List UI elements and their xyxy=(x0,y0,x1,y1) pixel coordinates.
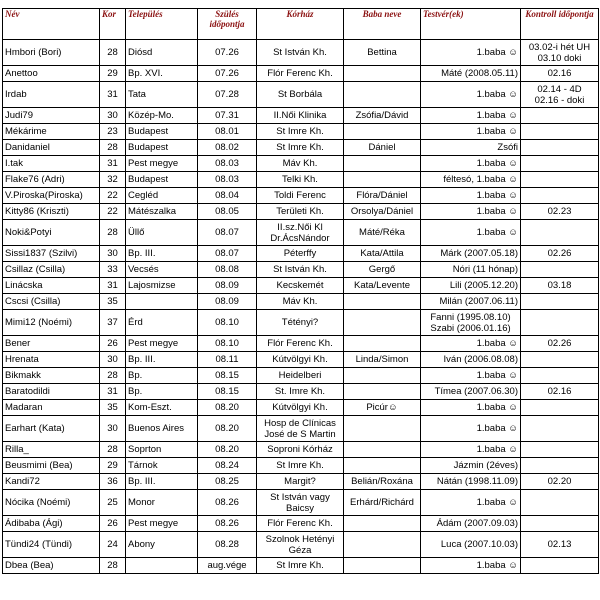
cell-kor: 28 xyxy=(100,140,126,156)
cell-line: 02.16 xyxy=(547,68,572,79)
cell-line: 03.10 doki xyxy=(537,52,582,64)
cell-szules: 08.08 xyxy=(198,262,257,278)
cell-nev: Flake76 (Adri) xyxy=(3,172,100,188)
cell-testver: 1.baba ☺ xyxy=(421,108,521,124)
table-row xyxy=(3,532,599,558)
cell-kor: 28 xyxy=(100,220,126,246)
cell-korhaz: Heidelberi xyxy=(257,368,344,384)
cell-kor: 35 xyxy=(100,400,126,416)
cell-baba xyxy=(344,336,421,352)
cell-testver: 1.baba ☺ xyxy=(421,490,521,516)
cell-korhaz: St István Kh. xyxy=(257,40,344,66)
cell-telepules: Diósd xyxy=(126,40,198,66)
cell-nev: Bener xyxy=(3,336,100,352)
cell-korhaz: Flór Ferenc Kh. xyxy=(257,516,344,532)
cell-baba: Máté/Réka xyxy=(344,220,421,246)
cell-kor: 28 xyxy=(100,558,126,574)
cell-korhaz: Margit? xyxy=(257,474,344,490)
cell-testver: Tímea (2007.06.30) xyxy=(421,384,521,400)
cell-telepules: Budapest xyxy=(126,172,198,188)
table-row xyxy=(3,442,599,458)
cell-telepules: Pest megye xyxy=(126,516,198,532)
cell-telepules: Vecsés xyxy=(126,262,198,278)
table-row xyxy=(3,516,599,532)
cell-telepules: Tata xyxy=(126,82,198,108)
cell-testver: 1.baba ☺ xyxy=(421,442,521,458)
cell-testver: Lili (2005.12.20) xyxy=(421,278,521,294)
cell-line: St István vagy xyxy=(270,491,330,503)
table-row xyxy=(3,310,599,336)
table-row xyxy=(3,384,599,400)
cell-szules: 08.10 xyxy=(198,310,257,336)
cell-baba: Kata/Attila xyxy=(344,246,421,262)
cell-kontroll xyxy=(521,294,599,310)
cell-testver: Iván (2006.08.08) xyxy=(421,352,521,368)
cell-telepules: Cegléd xyxy=(126,188,198,204)
cell-kor: 23 xyxy=(100,124,126,140)
table-row xyxy=(3,336,599,352)
cell-korhaz: Máv Kh. xyxy=(257,156,344,172)
cell-kor: 28 xyxy=(100,40,126,66)
cell-line: 02.16 - doki xyxy=(534,94,585,106)
cell-korhaz: II.Női Klinika xyxy=(257,108,344,124)
cell-nev: Tündi24 (Tündi) xyxy=(3,532,100,558)
cell-line: 03.18 xyxy=(547,280,572,291)
cell-telepules: Monor xyxy=(126,490,198,516)
cell-telepules: Bp. III. xyxy=(126,474,198,490)
cell-kontroll xyxy=(521,416,599,442)
cell-testver: Jázmin (2éves) xyxy=(421,458,521,474)
header-nev: Név xyxy=(3,9,100,40)
cell-kontroll xyxy=(521,172,599,188)
cell-testver: 1.baba ☺ xyxy=(421,558,521,574)
cell-testver: 1.baba ☺ xyxy=(421,416,521,442)
cell-szules: 08.09 xyxy=(198,294,257,310)
table-row xyxy=(3,400,599,416)
cell-szules: 08.03 xyxy=(198,156,257,172)
header-kontroll: Kontroll időpontja xyxy=(521,9,599,40)
cell-baba: Belián/Roxána xyxy=(344,474,421,490)
cell-kontroll xyxy=(521,124,599,140)
cell-telepules: Abony xyxy=(126,532,198,558)
cell-baba: Gergő xyxy=(344,262,421,278)
cell-line: 02.20 xyxy=(547,476,572,487)
table-row xyxy=(3,368,599,384)
cell-nev: Earhart (Kata) xyxy=(3,416,100,442)
cell-line: Dr.ÁcsNándor xyxy=(270,232,330,244)
cell-testver: Máté (2008.05.11) xyxy=(421,66,521,82)
header-testver: Testvér(ek) xyxy=(421,9,521,40)
cell-telepules: Pest megye xyxy=(126,336,198,352)
header-baba: Baba neve xyxy=(344,9,421,40)
table-row xyxy=(3,82,599,108)
cell-kontroll xyxy=(521,188,599,204)
cell-baba xyxy=(344,66,421,82)
cell-nev: Linácska xyxy=(3,278,100,294)
cell-testver: Zsófi xyxy=(421,140,521,156)
table-row xyxy=(3,108,599,124)
table-row xyxy=(3,458,599,474)
cell-korhaz: Flór Ferenc Kh. xyxy=(257,336,344,352)
cell-telepules: Üllő xyxy=(126,220,198,246)
cell-baba xyxy=(344,458,421,474)
table-body xyxy=(3,40,599,574)
table-row xyxy=(3,474,599,490)
cell-korhaz: Kecskemét xyxy=(257,278,344,294)
table-row xyxy=(3,66,599,82)
table-row xyxy=(3,40,599,66)
cell-testver xyxy=(421,310,521,336)
cell-kor: 31 xyxy=(100,82,126,108)
cell-line: 02.26 xyxy=(547,338,572,349)
cell-baba: Bettina xyxy=(344,40,421,66)
cell-szules: 08.07 xyxy=(198,220,257,246)
cell-szules: 08.20 xyxy=(198,442,257,458)
cell-testver: 1.baba ☺ xyxy=(421,82,521,108)
cell-korhaz: St Imre Kh. xyxy=(257,558,344,574)
cell-kontroll xyxy=(521,400,599,416)
cell-testver: 1.baba ☺ xyxy=(421,336,521,352)
cell-nev: Mékárime xyxy=(3,124,100,140)
cell-szules: 08.15 xyxy=(198,384,257,400)
cell-kontroll xyxy=(521,262,599,278)
cell-kontroll xyxy=(521,336,599,352)
cell-kontroll xyxy=(521,458,599,474)
cell-korhaz: Telki Kh. xyxy=(257,172,344,188)
cell-nev: Danidaniel xyxy=(3,140,100,156)
cell-korhaz: St Imre Kh. xyxy=(257,140,344,156)
cell-kontroll xyxy=(521,352,599,368)
cell-telepules xyxy=(126,294,198,310)
cell-szules: 08.07 xyxy=(198,246,257,262)
cell-baba xyxy=(344,124,421,140)
cell-testver: 1.baba ☺ xyxy=(421,156,521,172)
table-row xyxy=(3,156,599,172)
cell-line: 02.13 xyxy=(547,539,572,550)
cell-kor: 29 xyxy=(100,458,126,474)
cell-telepules: Közép-Mo. xyxy=(126,108,198,124)
cell-baba: Orsolya/Dániel xyxy=(344,204,421,220)
cell-line: 03.02-i hét UH xyxy=(528,41,591,53)
cell-kontroll xyxy=(521,516,599,532)
cell-nev: Kitty86 (Kriszti) xyxy=(3,204,100,220)
cell-telepules: Bp. XVI. xyxy=(126,66,198,82)
table-row xyxy=(3,558,599,574)
cell-nev: Nócika (Noémi) xyxy=(3,490,100,516)
cell-korhaz xyxy=(257,532,344,558)
cell-baba xyxy=(344,416,421,442)
cell-korhaz: Flór Ferenc Kh. xyxy=(257,66,344,82)
cell-kor: 22 xyxy=(100,204,126,220)
cell-kor: 30 xyxy=(100,416,126,442)
cell-line: José de S Martin xyxy=(264,428,336,440)
cell-korhaz: Toldi Ferenc xyxy=(257,188,344,204)
cell-szules: 07.28 xyxy=(198,82,257,108)
cell-kontroll xyxy=(521,108,599,124)
cell-telepules: Soprton xyxy=(126,442,198,458)
cell-telepules: Lajosmizse xyxy=(126,278,198,294)
cell-telepules: Bp. III. xyxy=(126,352,198,368)
cell-szules: 08.11 xyxy=(198,352,257,368)
cell-kontroll xyxy=(521,66,599,82)
cell-korhaz: St. Imre Kh. xyxy=(257,384,344,400)
cell-kor: 31 xyxy=(100,384,126,400)
cell-line: 02.23 xyxy=(547,206,572,217)
table-row xyxy=(3,220,599,246)
cell-baba xyxy=(344,156,421,172)
cell-korhaz: Kútvölgyi Kh. xyxy=(257,400,344,416)
cell-nev: Rilla_ xyxy=(3,442,100,458)
cell-szules: 07.26 xyxy=(198,66,257,82)
cell-baba xyxy=(344,172,421,188)
cell-baba xyxy=(344,516,421,532)
cell-szules: 08.01 xyxy=(198,124,257,140)
cell-testver: 1.baba ☺ xyxy=(421,40,521,66)
cell-kontroll xyxy=(521,368,599,384)
cell-kontroll xyxy=(521,140,599,156)
table-row xyxy=(3,262,599,278)
cell-line: 02.16 xyxy=(547,386,572,397)
cell-testver: 1.baba ☺ xyxy=(421,400,521,416)
cell-telepules: Pest megye xyxy=(126,156,198,172)
table-row xyxy=(3,352,599,368)
cell-szules: 08.10 xyxy=(198,336,257,352)
cell-telepules: Mátészalka xyxy=(126,204,198,220)
cell-nev: Kandi72 xyxy=(3,474,100,490)
cell-nev: Madaran xyxy=(3,400,100,416)
cell-kor: 30 xyxy=(100,246,126,262)
cell-kontroll xyxy=(521,558,599,574)
cell-kontroll xyxy=(521,40,599,66)
cell-szules: aug.vége xyxy=(198,558,257,574)
cell-korhaz: Tétényi? xyxy=(257,310,344,336)
cell-baba xyxy=(344,532,421,558)
cell-nev: Beusmimi (Bea) xyxy=(3,458,100,474)
cell-line: Baicsy xyxy=(286,502,314,514)
cell-szules: 08.24 xyxy=(198,458,257,474)
cell-korhaz: St Borbála xyxy=(257,82,344,108)
cell-szules: 08.15 xyxy=(198,368,257,384)
cell-kontroll xyxy=(521,246,599,262)
table-row xyxy=(3,140,599,156)
cell-baba: Dániel xyxy=(344,140,421,156)
cell-telepules: Bp. xyxy=(126,384,198,400)
cell-nev: Csillaz (Csilla) xyxy=(3,262,100,278)
table-row xyxy=(3,204,599,220)
cell-kor: 31 xyxy=(100,278,126,294)
cell-nev: V.Piroska(Piroska) xyxy=(3,188,100,204)
cell-kor: 33 xyxy=(100,262,126,278)
cell-szules: 08.05 xyxy=(198,204,257,220)
cell-korhaz xyxy=(257,416,344,442)
cell-kontroll xyxy=(521,474,599,490)
cell-kor: 35 xyxy=(100,294,126,310)
cell-nev: Bikmakk xyxy=(3,368,100,384)
cell-nev: Anettoo xyxy=(3,66,100,82)
cell-nev: Irdab xyxy=(3,82,100,108)
table-row xyxy=(3,188,599,204)
cell-telepules: Kom-Eszt. xyxy=(126,400,198,416)
cell-baba: Kata/Levente xyxy=(344,278,421,294)
cell-kor: 30 xyxy=(100,352,126,368)
cell-kor: 29 xyxy=(100,66,126,82)
cell-nev: Cscsi (Csilla) xyxy=(3,294,100,310)
cell-szules: 08.25 xyxy=(198,474,257,490)
cell-telepules: Bp. III. xyxy=(126,246,198,262)
cell-korhaz: Kútvölgyi Kh. xyxy=(257,352,344,368)
cell-telepules: Buenos Aires xyxy=(126,416,198,442)
table-row xyxy=(3,294,599,310)
cell-baba: Flóra/Dániel xyxy=(344,188,421,204)
table-wrapper xyxy=(2,8,598,574)
cell-korhaz xyxy=(257,220,344,246)
table-row xyxy=(3,416,599,442)
cell-telepules: Bp. xyxy=(126,368,198,384)
cell-nev: I.tak xyxy=(3,156,100,172)
cell-testver: 1.baba ☺ xyxy=(421,188,521,204)
cell-nev: Hrenata xyxy=(3,352,100,368)
cell-testver: Nóri (11 hónap) xyxy=(421,262,521,278)
cell-testver: Ádám (2007.09.03) xyxy=(421,516,521,532)
cell-korhaz: Területi Kh. xyxy=(257,204,344,220)
cell-szules: 07.31 xyxy=(198,108,257,124)
cell-szules: 08.20 xyxy=(198,400,257,416)
header-korhaz: Kórház xyxy=(257,9,344,40)
header-szules: Szülés időpontja xyxy=(198,9,257,40)
cell-line: II.sz.Női Kl xyxy=(277,221,323,233)
cell-korhaz: St Imre Kh. xyxy=(257,458,344,474)
cell-telepules: Tárnok xyxy=(126,458,198,474)
cell-szules: 08.20 xyxy=(198,416,257,442)
cell-line: Hosp de Clínicas xyxy=(264,417,336,429)
cell-telepules xyxy=(126,558,198,574)
cell-nev: Mimi12 (Noémi) xyxy=(3,310,100,336)
table-row xyxy=(3,172,599,188)
cell-kontroll xyxy=(521,278,599,294)
header-telepules: Település xyxy=(126,9,198,40)
cell-nev: Sissi1837 (Szilvi) xyxy=(3,246,100,262)
cell-telepules: Érd xyxy=(126,310,198,336)
cell-baba: Zsófia/Dávid xyxy=(344,108,421,124)
cell-testver: féltesó, 1.baba ☺ xyxy=(421,172,521,188)
cell-baba xyxy=(344,558,421,574)
header-row xyxy=(3,9,599,40)
cell-korhaz: St Imre Kh. xyxy=(257,124,344,140)
cell-kontroll xyxy=(521,310,599,336)
cell-szules: 07.26 xyxy=(198,40,257,66)
cell-baba: Erhárd/Richárd xyxy=(344,490,421,516)
cell-baba xyxy=(344,82,421,108)
cell-kor: 26 xyxy=(100,336,126,352)
header-kor: Kor xyxy=(100,9,126,40)
cell-kontroll xyxy=(521,82,599,108)
cell-kontroll xyxy=(521,204,599,220)
cell-szules: 08.09 xyxy=(198,278,257,294)
cell-testver: 1.baba ☺ xyxy=(421,204,521,220)
cell-korhaz: Máv Kh. xyxy=(257,294,344,310)
cell-szules: 08.02 xyxy=(198,140,257,156)
cell-kor: 30 xyxy=(100,108,126,124)
cell-kor: 24 xyxy=(100,532,126,558)
cell-baba xyxy=(344,294,421,310)
birth-list-table xyxy=(2,8,599,574)
cell-baba: Picúr☺ xyxy=(344,400,421,416)
cell-line: Szabi (2006.01.16) xyxy=(430,322,511,334)
cell-szules: 08.26 xyxy=(198,516,257,532)
cell-kontroll xyxy=(521,532,599,558)
cell-kor: 28 xyxy=(100,442,126,458)
cell-telepules: Budapest xyxy=(126,124,198,140)
cell-nev: Baratodildi xyxy=(3,384,100,400)
cell-testver: 1.baba ☺ xyxy=(421,124,521,140)
table-row xyxy=(3,278,599,294)
cell-kor: 37 xyxy=(100,310,126,336)
cell-baba xyxy=(344,442,421,458)
cell-szules: 08.26 xyxy=(198,490,257,516)
cell-baba xyxy=(344,384,421,400)
cell-nev: Hmbori (Bori) xyxy=(3,40,100,66)
cell-nev: Judi79 xyxy=(3,108,100,124)
cell-korhaz xyxy=(257,490,344,516)
cell-baba: Linda/Simon xyxy=(344,352,421,368)
cell-testver: Milán (2007.06.11) xyxy=(421,294,521,310)
cell-testver: Nátán (1998.11.09) xyxy=(421,474,521,490)
cell-line: 02.14 - 4D xyxy=(537,83,582,95)
cell-baba xyxy=(344,310,421,336)
cell-line: Szolnok Hetényi xyxy=(265,533,335,545)
cell-kontroll xyxy=(521,156,599,172)
cell-kor: 36 xyxy=(100,474,126,490)
table-row xyxy=(3,490,599,516)
cell-kontroll xyxy=(521,384,599,400)
cell-telepules: Budapest xyxy=(126,140,198,156)
cell-korhaz: St István Kh. xyxy=(257,262,344,278)
cell-kor: 31 xyxy=(100,156,126,172)
cell-nev: Dbea (Bea) xyxy=(3,558,100,574)
cell-kontroll xyxy=(521,442,599,458)
cell-szules: 08.28 xyxy=(198,532,257,558)
cell-kontroll xyxy=(521,490,599,516)
cell-korhaz: Soproni Kórház xyxy=(257,442,344,458)
cell-testver: Márk (2007.05.18) xyxy=(421,246,521,262)
cell-kor: 25 xyxy=(100,490,126,516)
cell-testver: 1.baba ☺ xyxy=(421,220,521,246)
cell-kor: 22 xyxy=(100,188,126,204)
cell-kor: 28 xyxy=(100,368,126,384)
cell-line: Fanni (1995.08.10) xyxy=(430,311,511,323)
cell-testver: 1.baba ☺ xyxy=(421,368,521,384)
cell-korhaz: Péterffy xyxy=(257,246,344,262)
cell-szules: 08.03 xyxy=(198,172,257,188)
table-row xyxy=(3,246,599,262)
cell-baba xyxy=(344,368,421,384)
cell-szules: 08.04 xyxy=(198,188,257,204)
cell-testver: Luca (2007.10.03) xyxy=(421,532,521,558)
table-row xyxy=(3,124,599,140)
cell-kor: 32 xyxy=(100,172,126,188)
cell-nev: Noki&Potyi xyxy=(3,220,100,246)
cell-line: 02.26 xyxy=(547,248,572,259)
cell-kontroll xyxy=(521,220,599,246)
cell-kor: 26 xyxy=(100,516,126,532)
cell-line: Géza xyxy=(288,544,312,556)
cell-nev: Ádibaba (Ági) xyxy=(3,516,100,532)
